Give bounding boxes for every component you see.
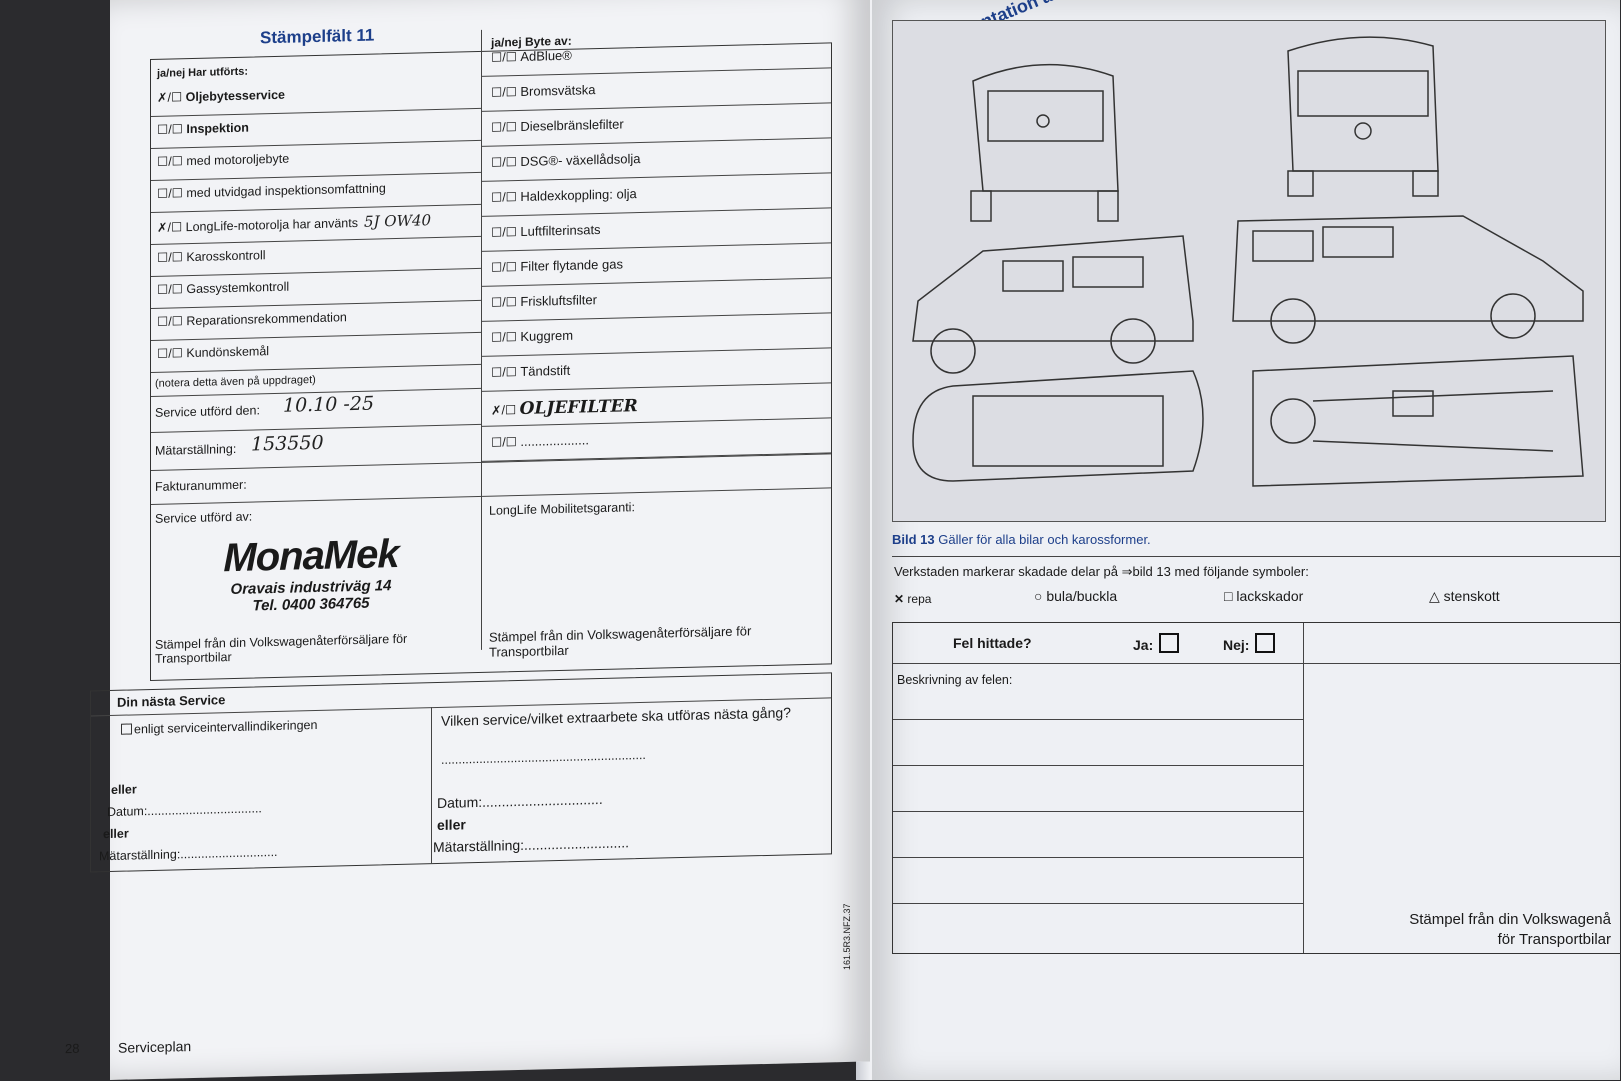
yes-no-checkbox[interactable]: ✗/☐ <box>491 402 520 418</box>
no-label: Nej: <box>1223 637 1250 653</box>
yes-no-checkbox[interactable]: ☐/☐ <box>491 119 521 135</box>
circle-icon: ○ <box>1034 588 1043 604</box>
left-page <box>65 0 870 1080</box>
sym-lack: lackskador <box>1236 588 1304 604</box>
table-row <box>157 151 289 169</box>
performed-by-label: Service utförd av: <box>155 509 253 526</box>
row-label: Reparationsrekommendation <box>186 310 347 329</box>
table-row <box>157 343 269 361</box>
triangle-icon: △ <box>1429 588 1440 604</box>
found-label: Fel hittade? <box>953 635 1032 651</box>
or-3: eller <box>437 816 466 834</box>
next-option: enligt serviceintervallindikeringen <box>134 717 318 737</box>
yes-no-checkbox[interactable]: ☐/☐ <box>157 122 187 137</box>
sym-repa: repa <box>907 592 932 606</box>
invoice-label: Fakturanummer: <box>155 477 247 494</box>
odometer-label: Mätarställning: <box>155 441 237 458</box>
fig-caption: Gäller för alla bilar och karossformer. <box>938 532 1151 547</box>
table-row <box>491 432 589 449</box>
yes-no-checkbox[interactable]: ☐/☐ <box>491 294 521 310</box>
row-label: OLJEFILTER <box>519 396 638 419</box>
yes-no-checkbox[interactable]: ☐/☐ <box>157 346 187 361</box>
next-option-checkbox[interactable] <box>121 723 132 734</box>
row-label: Inspektion <box>186 120 249 137</box>
yes-no-checkbox[interactable]: ☐/☐ <box>491 329 521 345</box>
row-label: Kuggrem <box>520 327 574 344</box>
next-question: Vilken service/vilket extraarbete ska utföras nästa gång? <box>441 704 791 729</box>
row-label: med utvidgad inspektionsomfattning <box>186 181 386 201</box>
yes-no-checkbox[interactable]: ✗/☐ <box>157 220 186 235</box>
row-label: Dieselbränslefilter <box>520 116 624 134</box>
symbol-legend <box>894 588 1614 610</box>
instructions: Verkstaden markerar skadade delar på ⇒bild 13 med följande symboler: <box>894 564 1309 579</box>
yes-label: Ja: <box>1133 637 1154 653</box>
table-row <box>157 247 266 265</box>
row-label: ................... <box>520 432 589 449</box>
mobility-label: LongLife Mobilitetsgaranti: <box>489 500 635 518</box>
van-left-side-icon <box>913 236 1193 373</box>
table-row <box>157 180 386 201</box>
row-label: Bromsvätska <box>520 82 596 99</box>
van-underbody-icon <box>1253 356 1583 486</box>
yes-no-checkbox[interactable]: ☐/☐ <box>157 282 187 297</box>
yes-no-checkbox[interactable]: ☐/☐ <box>491 224 521 240</box>
yes-no-checkbox[interactable]: ☐/☐ <box>491 154 521 170</box>
table-row <box>157 309 347 329</box>
yes-checkbox[interactable] <box>1159 633 1179 653</box>
van-rear-icon <box>971 65 1118 221</box>
yes-no-checkbox[interactable]: ☐/☐ <box>491 434 521 450</box>
page-title: Stämpelfält 11 <box>260 25 375 48</box>
table-row <box>491 116 624 134</box>
cross-icon: ✕ <box>894 592 905 606</box>
desc-label: Beskrivning av felen: <box>897 673 1013 687</box>
table-row <box>491 292 597 310</box>
kund-note: (notera detta även på uppdraget) <box>155 373 316 390</box>
row-label: AdBlue® <box>520 47 572 64</box>
table-row <box>157 279 289 297</box>
no-checkbox[interactable] <box>1255 633 1275 653</box>
table-row <box>491 82 596 100</box>
next-odo-right: Mätarställning:........................... <box>433 834 630 856</box>
vehicle-diagram <box>892 20 1606 522</box>
doc-code: 161.5R3.NFZ.37 <box>842 903 852 970</box>
yes-no-checkbox[interactable]: ☐/☐ <box>491 259 521 275</box>
dealer-stamp <box>211 532 411 616</box>
next-date: Datum:................................. <box>107 801 262 820</box>
table-row <box>491 48 572 65</box>
row-label: Friskluftsfilter <box>520 292 597 309</box>
next-dots: ........................................................... <box>441 747 646 767</box>
stamp-phone: Tel. 0400 364765 <box>252 594 370 615</box>
row-label: Gassystemkontroll <box>186 279 290 297</box>
yes-no-checkbox[interactable]: ☐/☐ <box>157 186 187 201</box>
findings-table <box>892 622 1621 954</box>
row-label: Oljebytesservice <box>185 87 286 105</box>
stamp-address: Oravais industriväg 14 <box>230 577 392 599</box>
next-odo: Mätarställning:............................ <box>99 844 278 864</box>
row-label: Filter flytande gas <box>520 256 623 274</box>
square-icon: □ <box>1224 588 1233 604</box>
van-right-side-icon <box>1233 216 1583 343</box>
yes-no-checkbox[interactable]: ☐/☐ <box>491 364 521 380</box>
stamp-caption-left: Stämpel från din Volkswagenåterförsäljare för Transportbilar <box>155 631 408 666</box>
stamp-caption-right: Stämpel från din Volkswagenåterförsäljare för Transportbilar <box>489 623 752 660</box>
right-page <box>842 0 1620 1080</box>
row-label: Haldexkoppling: olja <box>520 186 637 204</box>
row-label: Tändstift <box>520 362 571 379</box>
or-1: eller <box>111 782 137 797</box>
row-label: LongLife-motorolja har använts <box>185 215 358 235</box>
right-stamp-caption-1: Stämpel från din Volkswagenå <box>1409 911 1611 928</box>
row-label: Kundönskemål <box>186 344 270 361</box>
sym-bula: bula/buckla <box>1046 588 1118 604</box>
table-row <box>491 186 637 205</box>
right-stamp-caption-2: för Transportbilar <box>1497 931 1611 948</box>
van-drawings <box>893 21 1605 521</box>
van-top-view-icon <box>913 371 1203 481</box>
longlife-oil-grade: 5J OW40 <box>363 211 432 231</box>
yes-no-checkbox[interactable]: ☐/☐ <box>157 250 187 265</box>
table-row <box>491 256 623 274</box>
yes-no-checkbox[interactable]: ☐/☐ <box>157 314 187 329</box>
next-service-title: Din nästa Service <box>117 692 226 710</box>
section-name: Serviceplan <box>118 1038 192 1056</box>
next-date-right: Datum:............................... <box>437 790 603 812</box>
table-row <box>157 211 431 236</box>
stamp-name: MonaMek <box>223 531 399 581</box>
row-label: Karosskontroll <box>186 248 266 265</box>
van-front-icon <box>1288 37 1438 196</box>
page-number: 28 <box>65 1040 80 1057</box>
table-row <box>491 363 570 380</box>
col2-header: ja/nej Byte av: <box>491 33 572 50</box>
table-row <box>157 120 249 137</box>
sym-sten: stenskott <box>1443 588 1500 604</box>
yes-no-checkbox[interactable]: ☐/☐ <box>491 49 521 65</box>
table-row <box>491 222 601 240</box>
table-row <box>157 87 285 105</box>
fig-label: Bild 13 <box>892 532 935 547</box>
yes-no-checkbox[interactable]: ☐/☐ <box>491 189 521 205</box>
or-2: eller <box>103 826 129 842</box>
row-label: Luftfilterinsats <box>520 222 601 239</box>
col1-header: ja/nej Har utförts: <box>157 65 249 80</box>
yes-no-checkbox[interactable]: ☐/☐ <box>157 154 187 169</box>
service-date-label: Service utförd den: <box>155 403 260 420</box>
service-date-value: 10.10 -25 <box>283 392 375 417</box>
row-label: med motoroljebyte <box>186 151 290 169</box>
table-row <box>491 151 640 170</box>
yes-no-checkbox[interactable]: ✗/☐ <box>157 90 186 105</box>
row-label: DSG®- växellådsolja <box>520 151 641 169</box>
odometer-value: 153550 <box>251 431 324 456</box>
table-row <box>491 328 573 345</box>
next-service-box <box>90 672 832 872</box>
yes-no-checkbox[interactable]: ☐/☐ <box>491 84 521 100</box>
table-row <box>491 396 638 420</box>
